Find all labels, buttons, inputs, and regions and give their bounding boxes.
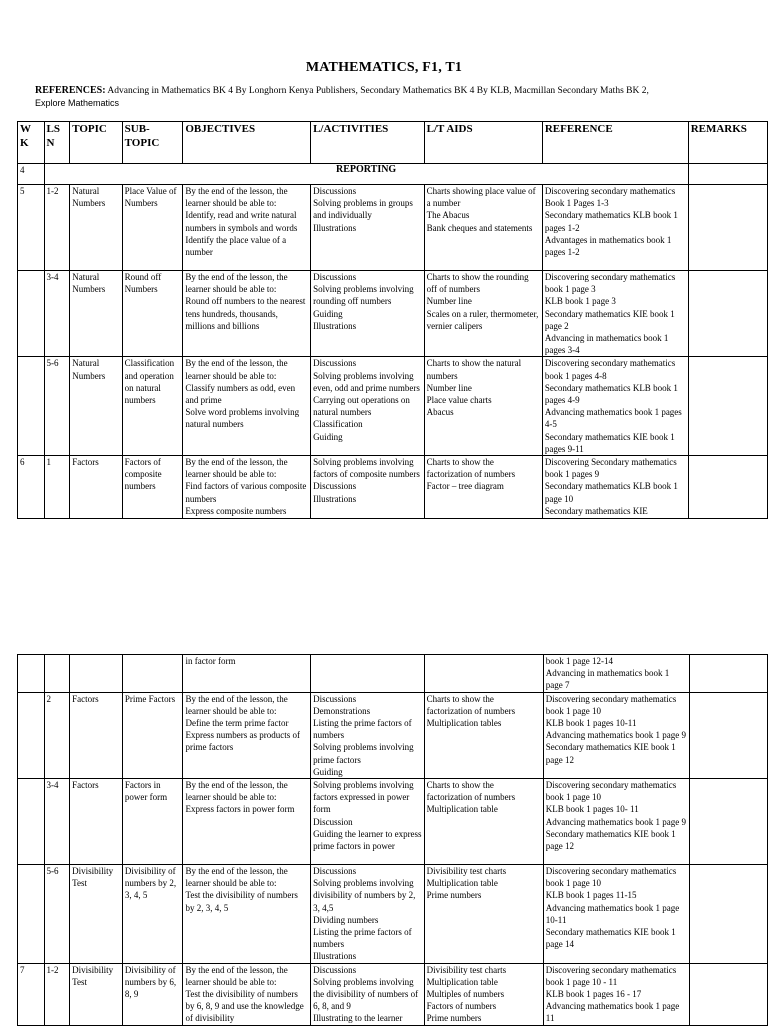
- topic-cell: Natural Numbers: [70, 271, 122, 357]
- activities-line: Solving problems involving factors expressed in power form: [313, 780, 414, 815]
- aids-cell: [424, 185, 542, 271]
- activities-line: Illustrating to the learner: [313, 1013, 403, 1024]
- aids-line: Bank cheques and statements: [426, 222, 533, 233]
- topic-cell: Divisibility Test: [70, 963, 123, 1025]
- topic-cell: [70, 655, 123, 693]
- subtopic-cell: Divisibility of numbers by 6, 8, 9: [122, 963, 183, 1025]
- activities-line: Dividing numbers: [313, 914, 379, 925]
- table-row: [18, 271, 768, 357]
- objectives-cell: [183, 456, 311, 519]
- header-subtopic: SUB-TOPIC: [122, 122, 183, 164]
- reference-line: Secondary mathematics KIE book 1 page 12: [545, 828, 676, 852]
- objectives-line: Solve word problems involving natural numbers: [185, 407, 300, 430]
- objectives-line: in factor form: [185, 656, 236, 666]
- reference-line: Discovering secondary mathematics book 1 page 10: [545, 780, 677, 803]
- activities-line: Guiding the learner to express prime factors in power: [313, 828, 422, 852]
- aids-line: Charts showing place value of a number: [426, 186, 536, 209]
- activities-line: Discussions: [313, 481, 357, 492]
- remarks-cell: [688, 357, 767, 456]
- reference-line: Advancing in mathematics book 1 pages 3-4: [544, 333, 669, 356]
- topic-cell: Factors: [70, 692, 123, 778]
- table-row: [18, 357, 768, 456]
- objectives-line: Identify, read and write natural numbers in symbols and words: [185, 210, 298, 233]
- objectives-line: Define the term prime factor: [185, 718, 289, 729]
- activities-line: Solving problems involving rounding off numbers: [313, 284, 414, 307]
- reference-line: Discovering secondary mathematics book 1 page 3: [544, 272, 676, 295]
- reference-line: Secondary mathematics KIE book 1 page 12: [545, 742, 676, 765]
- lsn-cell: 2: [44, 692, 70, 778]
- activities-line: Solving problems involving prime factors: [313, 742, 414, 765]
- topic-cell: Natural Numbers: [70, 357, 122, 456]
- aids-line: Charts to show the factorization of numbers: [426, 693, 516, 716]
- aids-line: Divisibility test charts: [426, 964, 507, 975]
- activities-line: Demonstrations: [313, 705, 371, 716]
- wk-cell: 5: [18, 185, 45, 271]
- remarks-cell: [690, 963, 768, 1025]
- aids-line: Number line: [426, 382, 472, 393]
- wk-cell: [18, 865, 45, 964]
- header-row: [18, 122, 768, 164]
- objectives-cell: [183, 185, 311, 271]
- objectives-line: Express factors in power form: [185, 804, 295, 815]
- reference-line: Advantages in mathematics book 1 pages 1-2: [544, 234, 672, 258]
- header-wk: W K: [18, 122, 45, 164]
- activities-cell: [311, 357, 425, 456]
- reference-line: Advancing mathematics book 1 pages 4-5: [544, 407, 682, 430]
- activities-line: Discussions: [313, 866, 357, 877]
- reference-cell: [542, 185, 688, 271]
- reference-line: Secondary mathematics KIE book 1 page 2: [544, 308, 675, 331]
- objectives-cell: [183, 963, 311, 1025]
- objectives-line: Classify numbers as odd, even and prime: [185, 382, 296, 406]
- objectives-line: By the end of the lesson, the learner should be able to:: [185, 186, 288, 209]
- objectives-cell: [183, 655, 311, 693]
- remarks-cell: [690, 655, 768, 693]
- objectives-line: Round off numbers to the nearest tens hundreds, thousands, millions and billions: [185, 296, 306, 331]
- reference-line: KLB book 1 pages 16 - 17: [545, 989, 642, 1000]
- reference-line: Discovering secondary mathematics book 1 page 10: [545, 693, 677, 716]
- activities-line: Discussions: [313, 358, 357, 369]
- references-label: REFERENCES:: [35, 85, 106, 96]
- lsn-cell: 1-2: [44, 963, 70, 1025]
- activities-line: Guiding: [313, 431, 343, 442]
- references: [35, 85, 755, 110]
- aids-line: Divisibility test charts: [426, 866, 507, 877]
- header-remarks: REMARKS: [688, 122, 767, 164]
- reference-line: KLB book 1 pages 10-11: [545, 718, 637, 729]
- lsn-cell: [44, 655, 70, 693]
- activities-line: Illustrations: [313, 493, 357, 504]
- aids-cell: [424, 692, 543, 778]
- subtopic-cell: Place Value of Numbers: [122, 185, 183, 271]
- aids-line: Abacus: [426, 407, 454, 418]
- activities-line: Solving problems involving the divisibility of numbers of 6, 8, and 9: [313, 976, 419, 1012]
- wk-cell: 6: [18, 456, 45, 519]
- topic-cell: Factors: [70, 456, 122, 519]
- aids-line: Multiplication table: [426, 804, 498, 815]
- aids-line: Charts to show the natural numbers: [426, 358, 522, 381]
- table-row: [18, 865, 768, 964]
- objectives-line: By the end of the lesson, the learner should be able to:: [185, 358, 288, 381]
- activities-cell: [311, 456, 425, 519]
- reference-cell: [543, 779, 689, 865]
- references-text-2: Explore Mathematics: [35, 98, 120, 108]
- activities-line: Discussions: [313, 272, 357, 282]
- objectives-line: By the end of the lesson, the learner should be able to:: [185, 457, 288, 480]
- reference-cell: [543, 865, 689, 964]
- table-row: [18, 963, 768, 1025]
- reference-line: Discovering secondary mathematics Book 1 Pages 1-3: [544, 186, 676, 209]
- objectives-line: Identify the place value of a number: [185, 234, 287, 258]
- reference-line: Advancing mathematics book 1 page 11: [545, 1001, 680, 1024]
- activities-line: Solving problems involving even, odd and prime numbers: [313, 370, 420, 393]
- remarks-cell: [690, 779, 768, 865]
- objectives-line: By the end of the lesson, the learner should be able to:: [185, 964, 288, 987]
- activities-line: Guiding: [313, 766, 343, 777]
- reference-line: KLB book 1 pages 10- 11: [545, 804, 639, 815]
- lsn-cell: 3-4: [44, 779, 70, 865]
- activities-cell: [311, 692, 425, 778]
- reference-line: Secondary mathematics KLB book 1 page 10: [544, 481, 678, 504]
- objectives-cell: [183, 865, 311, 964]
- references-text: Advancing in Mathematics BK 4 By Longhorn Kenya Publishers, Secondary Mathematics BK 4 By KLB, Macmillan Secondary Maths BK 2,: [105, 86, 649, 96]
- topic-cell: Factors: [70, 779, 123, 865]
- remarks-cell: [690, 692, 768, 778]
- reference-cell: [543, 963, 689, 1025]
- subtopic-cell: Round off Numbers: [122, 271, 183, 357]
- lsn-cell: 1: [44, 456, 70, 519]
- objectives-line: By the end of the lesson, the learner should be able to:: [185, 866, 288, 889]
- remarks-cell: [688, 164, 767, 185]
- aids-cell: [424, 963, 543, 1025]
- aids-cell: [424, 779, 543, 865]
- aids-line: Place value charts: [426, 395, 492, 406]
- objectives-line: Test the divisibility of numbers by 2, 3, 4, 5: [185, 890, 298, 913]
- reference-line: Secondary mathematics KIE book 1 pages 9-11: [544, 431, 675, 454]
- reporting-label: REPORTING: [44, 164, 688, 185]
- aids-cell: [424, 655, 543, 693]
- activities-line: Solving problems involving factors of composite numbers: [313, 457, 420, 480]
- subtopic-cell: Classification and operation on natural numbers: [122, 357, 183, 456]
- reference-line: KLB book 1 page 3: [544, 296, 616, 307]
- wk-cell: 7: [18, 963, 45, 1025]
- aids-line: Charts to show the rounding off of numbers: [426, 272, 529, 295]
- reference-line: Discovering secondary mathematics book 1 page 10: [545, 866, 677, 889]
- aids-cell: [424, 865, 543, 964]
- aids-cell: [424, 357, 542, 456]
- aids-line: The Abacus: [426, 210, 470, 221]
- aids-line: Scales on a ruler, thermometer, vernier calipers: [426, 308, 539, 331]
- header-objectives: OBJECTIVES: [183, 122, 311, 164]
- header-topic: TOPIC: [70, 122, 122, 164]
- reference-cell: [542, 271, 688, 357]
- table-row: [18, 692, 768, 778]
- topic-cell: Natural Numbers: [70, 185, 122, 271]
- reference-line: Secondary mathematics KLB book 1 pages 1-2: [544, 210, 678, 233]
- header-activities: L/ACTIVITIES: [311, 122, 425, 164]
- activities-line: Illustrations: [313, 320, 357, 331]
- lsn-cell: 5-6: [44, 357, 70, 456]
- aids-line: Factors of numbers: [426, 1001, 497, 1012]
- activities-cell: [311, 655, 425, 693]
- activities-line: Classification: [313, 419, 363, 430]
- reference-cell: [543, 692, 689, 778]
- objectives-line: Test the divisibility of numbers by 6, 8, 9 and use the knowledge of divisibility: [185, 989, 304, 1024]
- reference-line: Advancing mathematics book 1 page 9: [545, 816, 687, 827]
- aids-line: Charts to show the factorization of numbers: [426, 457, 516, 480]
- objectives-line: By the end of the lesson, the learner should be able to:: [185, 780, 288, 803]
- header-reference: REFERENCE: [542, 122, 688, 164]
- activities-cell: [311, 779, 425, 865]
- objectives-line: Express composite numbers: [185, 505, 287, 516]
- reference-line: Advancing in mathematics book 1 page 7: [545, 668, 670, 691]
- aids-line: Number line: [426, 296, 472, 307]
- remarks-cell: [688, 271, 767, 357]
- reference-line: Advancing mathematics book 1 page 9: [545, 730, 687, 741]
- remarks-cell: [688, 185, 767, 271]
- aids-line: Multiplication table: [426, 878, 498, 889]
- table-row: [18, 185, 768, 271]
- activities-line: Discussions: [313, 186, 357, 196]
- objectives-cell: [183, 357, 311, 456]
- aids-line: Prime numbers: [426, 1013, 482, 1024]
- wk-cell: [18, 655, 45, 693]
- aids-line: Multiplication table: [426, 976, 498, 987]
- lsn-cell: 1-2: [44, 185, 70, 271]
- objectives-cell: [183, 271, 311, 357]
- remarks-cell: [690, 865, 768, 964]
- objectives-line: Find factors of various composite numbers: [185, 481, 307, 504]
- aids-line: Multiples of numbers: [426, 989, 505, 1000]
- activities-line: Listing the prime factors of numbers: [313, 927, 412, 950]
- activities-line: Guiding: [313, 308, 343, 319]
- objectives-cell: [183, 692, 311, 778]
- remarks-cell: [688, 456, 767, 519]
- activities-line: Carrying out operations on natural numbers: [313, 395, 410, 418]
- activities-line: Discussion: [313, 816, 353, 827]
- scheme-table-2: [17, 654, 768, 1026]
- topic-cell: Divisibility Test: [70, 865, 123, 964]
- table-row: [18, 779, 768, 865]
- objectives-line: Express numbers as products of prime factors: [185, 730, 300, 753]
- header-lsn: LS N: [44, 122, 70, 164]
- reference-line: Discovering secondary mathematics book 1 pages 4-8: [544, 358, 676, 381]
- reference-line: Secondary mathematics KLB book 1 pages 4-9: [544, 382, 678, 406]
- aids-line: Charts to show the factorization of numbers: [426, 780, 516, 803]
- activities-cell: [311, 185, 425, 271]
- aids-line: Factor – tree diagram: [426, 481, 504, 492]
- page-title: MATHEMATICS, F1, T1: [305, 60, 463, 75]
- lsn-cell: 5-6: [44, 865, 70, 964]
- reference-line: Secondary mathematics KIE book 1 page 14: [545, 927, 676, 950]
- reference-cell: [542, 456, 688, 519]
- reference-line: Advancing mathematics book 1 page 10-11: [545, 902, 680, 925]
- aids-cell: [424, 271, 542, 357]
- aids-line: Prime numbers: [426, 890, 482, 901]
- objectives-line: By the end of the lesson, the learner should be able to:: [185, 693, 288, 716]
- scheme-table-1: [17, 121, 768, 519]
- lsn-cell: 3-4: [44, 271, 70, 357]
- table-row: [18, 655, 768, 693]
- subtopic-cell: [122, 655, 183, 693]
- reference-line: Discovering Secondary mathematics book 1 pages 9: [544, 457, 677, 480]
- activities-cell: [311, 271, 425, 357]
- wk-cell: [18, 271, 45, 357]
- reference-line: KLB book 1 pages 11-15: [545, 890, 637, 901]
- activities-cell: [311, 865, 425, 964]
- reference-line: Discovering secondary mathematics book 1 page 10 - 11: [545, 964, 677, 987]
- subtopic-cell: Factors in power form: [122, 779, 183, 865]
- wk-cell: [18, 779, 45, 865]
- reference-line: Secondary mathematics KIE: [544, 505, 648, 516]
- activities-line: Solving problems involving divisibility of numbers by 2, 3, 4,5: [313, 878, 416, 913]
- activities-line: Listing the prime factors of numbers: [313, 718, 412, 741]
- objectives-cell: [183, 779, 311, 865]
- reporting-row: [18, 164, 768, 185]
- activities-line: Illustrations: [313, 222, 357, 233]
- header-aids: L/T AIDS: [424, 122, 542, 164]
- wk-cell: [18, 357, 45, 456]
- aids-cell: [424, 456, 542, 519]
- activities-line: Illustrations: [313, 951, 357, 962]
- subtopic-cell: Divisibility of numbers by 2, 3, 4, 5: [122, 865, 183, 964]
- activities-cell: [311, 963, 425, 1025]
- objectives-line: By the end of the lesson, the learner should be able to:: [185, 272, 288, 295]
- subtopic-cell: Factors of composite numbers: [122, 456, 183, 519]
- wk-cell: [18, 692, 45, 778]
- reference-cell: [543, 655, 689, 693]
- reference-line: book 1 page 12-14: [545, 656, 614, 666]
- activities-line: Discussions: [313, 693, 357, 704]
- reference-cell: [542, 357, 688, 456]
- activities-line: Discussions: [313, 964, 357, 975]
- aids-line: Multiplication tables: [426, 718, 502, 729]
- subtopic-cell: Prime Factors: [122, 692, 183, 778]
- activities-line: Solving problems in groups and individually: [313, 198, 413, 221]
- table-row: [18, 456, 768, 519]
- wk-cell: 4: [18, 164, 45, 185]
